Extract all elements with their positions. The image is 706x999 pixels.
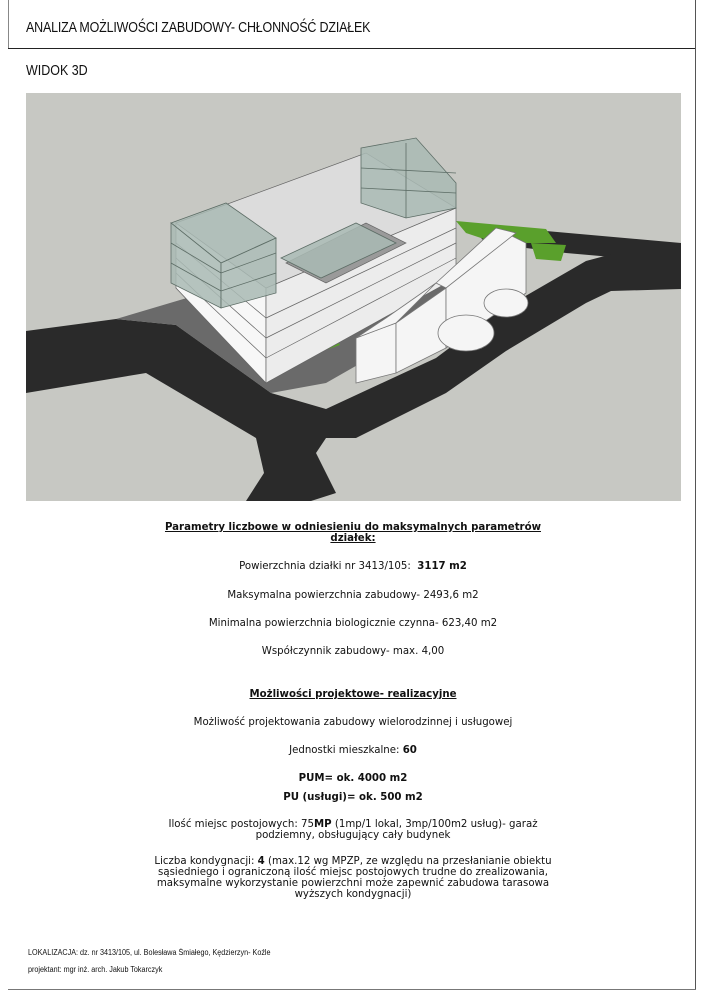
pu-value: PU (usługi)= ok. 500 m2 xyxy=(283,792,423,803)
parking-bold: MP xyxy=(314,819,332,830)
pum-value: PUM= ok. 4000 m2 xyxy=(298,773,408,784)
3d-massing-render xyxy=(26,93,681,501)
floors-value: 4 xyxy=(257,856,265,867)
plot-area-row xyxy=(0,561,706,572)
building-coefficient: Współczynnik zabudowy- max. 4,00 xyxy=(261,646,445,657)
plot-area-value: 3117 m2 xyxy=(417,561,467,572)
floors-line2: sąsiedniego i ograniczoną ilość miejsc postojowych trudne do zrealizowania, xyxy=(158,867,548,878)
floors-line4: wyższych kondygnacji) xyxy=(294,889,412,900)
floors-line3: maksymalne wykorzystanie powierzchni może zapewnić zabudowa tarasowa xyxy=(156,878,550,889)
frame-left-line xyxy=(8,0,9,48)
parking-prefix: Ilość miejsc postojowych: 75 xyxy=(168,819,315,830)
floors-prefix: Liczba kondygnacji: xyxy=(154,856,258,867)
page-title: ANALIZA MOŻLIWOŚCI ZABUDOWY- CHŁONNOŚĆ DZIAŁEK xyxy=(26,20,371,36)
max-built-area: Maksymalna powierzchnia zabudowy- 2493,6 m2 xyxy=(227,590,479,601)
units-value: 60 xyxy=(402,745,417,756)
floors-line1 xyxy=(0,856,706,867)
units-row xyxy=(0,745,706,756)
units-label: Jednostki mieszkalne: xyxy=(289,745,400,756)
view-label: WIDOK 3D xyxy=(26,63,88,79)
plot-area-label: Powierzchnia działki nr 3413/105: xyxy=(239,561,411,572)
parking-suffix: (1mp/1 lokal, 3mp/100m2 usług)- garaż xyxy=(331,819,538,830)
location-footer: LOKALIZACJA: dz. nr 3413/105, ul. Bolesława Śmiałego, Kędzierzyn- Koźle xyxy=(28,948,271,957)
floors-suffix: (max.12 wg MPZP, ze względu na przesłanianie obiektu xyxy=(264,856,552,867)
parking-line2: podziemny, obsługujący cały budynek xyxy=(255,830,451,841)
design-option: Możliwość projektowania zabudowy wielorodzinnej i usługowej xyxy=(193,717,513,728)
possibilities-heading: Możliwości projektowe- realizacyjne xyxy=(249,689,457,700)
parking-line1 xyxy=(0,819,706,830)
designer-footer: projektant: mgr inż. arch. Jakub Tokarczyk xyxy=(28,965,163,974)
params-heading-line2: działek: xyxy=(330,533,376,544)
min-bio-area: Minimalna powierzchnia biologicznie czynna- 623,40 m2 xyxy=(208,618,498,629)
frame-right-line xyxy=(695,0,696,990)
frame-bottom-line xyxy=(8,989,696,990)
params-heading-line1: Parametry liczbowe w odniesieniu do maksymalnych parametrów xyxy=(164,522,541,533)
